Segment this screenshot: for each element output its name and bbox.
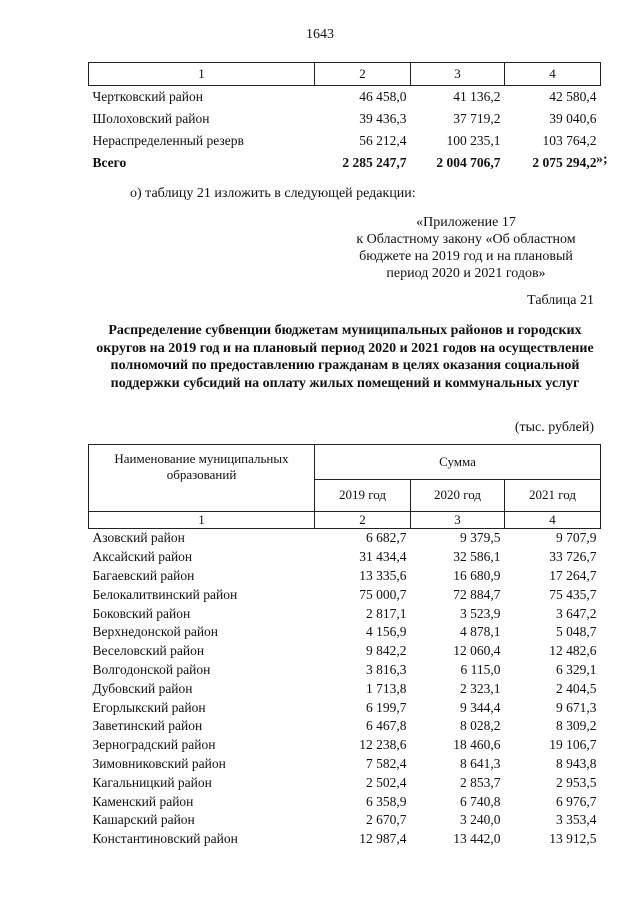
district-name: Дубовский район: [92, 680, 193, 696]
table-label: Таблица 21: [527, 293, 594, 308]
table-row: [89, 661, 601, 680]
value-2020: 2 323,1: [460, 680, 501, 696]
district-name: Шолоховский район: [92, 111, 210, 126]
appendix-line-2: к Областному закону «Об областном бюджете на 2019 год и на плановый период 2020 и 2021 годов»: [356, 232, 576, 281]
number-cell: 4: [505, 512, 601, 529]
value-2020: 100 235,1: [446, 133, 501, 148]
value-2019: 6 467,8: [366, 718, 407, 734]
table-row: [89, 830, 601, 849]
table-row: [89, 698, 601, 717]
table-row: [89, 108, 601, 130]
value-2019: 7 582,4: [366, 755, 407, 771]
total-2020: 2 004 706,7: [436, 155, 501, 170]
district-name: Азовский район: [92, 530, 185, 546]
table-row: [89, 773, 601, 792]
table-row: [89, 585, 601, 604]
number-cell: 2: [315, 512, 411, 529]
main-table: [88, 444, 601, 849]
table-row: [89, 529, 601, 548]
value-2020: 8 641,3: [460, 755, 501, 771]
value-2019: 4 156,9: [366, 624, 407, 640]
value-2019: 6 358,9: [366, 793, 407, 809]
district-name: Веселовский район: [92, 643, 205, 659]
district-name: Боковский район: [92, 605, 191, 621]
total-2021: 2 075 294,2: [532, 155, 597, 170]
table-row: [89, 792, 601, 811]
value-2019: 12 987,4: [359, 831, 407, 847]
value-2021: 3 647,2: [556, 605, 597, 621]
district-name: Чертковский район: [92, 89, 203, 104]
table-row: [89, 567, 601, 586]
value-2021: 75 435,7: [549, 586, 597, 602]
value-2020: 4 878,1: [460, 624, 501, 640]
table-row: [89, 755, 601, 774]
top-table-header: [89, 63, 601, 86]
district-name: Зимовниковский район: [92, 755, 226, 771]
value-2019: 2 817,1: [366, 605, 407, 621]
value-2020: 18 460,6: [453, 737, 501, 753]
top-table: [88, 62, 601, 174]
total-label: Всего: [92, 155, 127, 170]
table-row: [89, 811, 601, 830]
year-2019-header: 2019 год: [315, 479, 411, 511]
value-2019: 12 238,6: [359, 737, 407, 753]
value-2019: 9 842,2: [366, 643, 407, 659]
year-2020-header: 2020 год: [411, 479, 505, 511]
header-cell: 4: [505, 63, 601, 86]
value-2020: 72 884,7: [453, 586, 501, 602]
value-2019: 2 670,7: [366, 812, 407, 828]
value-2020: 2 853,7: [460, 774, 501, 790]
value-2021: 8 943,8: [556, 755, 597, 771]
district-name: Верхнедонской район: [92, 624, 219, 640]
value-2020: 3 523,9: [460, 605, 501, 621]
district-name: Нераспределенный резерв: [92, 133, 244, 148]
value-2019: 6 199,7: [366, 699, 407, 715]
district-name: Егорлыкский район: [92, 699, 206, 715]
value-2020: 13 442,0: [453, 831, 501, 847]
units-label: (тыс. рублей): [514, 420, 594, 435]
main-number-row: [89, 512, 601, 529]
table-row: [89, 717, 601, 736]
value-2021: 5 048,7: [556, 624, 597, 640]
main-header-row-1: [89, 445, 601, 480]
value-2019: 1 713,8: [366, 680, 407, 696]
table-row: [89, 604, 601, 623]
value-2020: 8 028,2: [460, 718, 501, 734]
year-2021-header: 2021 год: [505, 479, 601, 511]
table-row: [89, 679, 601, 698]
value-2021: 39 040,6: [549, 111, 597, 126]
total-row: [89, 152, 601, 174]
number-cell: 1: [89, 512, 315, 529]
value-2021: 2 404,5: [556, 680, 597, 696]
number-cell: 3: [411, 512, 505, 529]
value-2021: 9 707,9: [556, 530, 597, 546]
value-2021: 3 353,4: [556, 812, 597, 828]
value-2020: 41 136,2: [453, 89, 501, 104]
value-2021: 6 976,7: [556, 793, 597, 809]
value-2019: 3 816,3: [366, 661, 407, 677]
value-2021: 19 106,7: [549, 737, 597, 753]
value-2021: 12 482,6: [549, 643, 597, 659]
value-2021: 8 309,2: [556, 718, 597, 734]
value-2021: 6 329,1: [556, 661, 597, 677]
value-2019: 46 458,0: [359, 89, 407, 104]
table-row: [89, 86, 601, 109]
value-2019: 56 212,4: [359, 133, 407, 148]
value-2021: 13 912,5: [549, 831, 597, 847]
value-2021: 42 580,4: [549, 89, 597, 104]
value-2020: 6 115,0: [460, 661, 501, 677]
table-row: [89, 130, 601, 152]
table-row: [89, 623, 601, 642]
col-name-header: Наименование муниципальных образований: [89, 445, 315, 512]
district-name: Зерноградский район: [92, 737, 216, 753]
district-name: Багаевский район: [92, 567, 195, 583]
value-2021: 9 671,3: [556, 699, 597, 715]
value-2021: 33 726,7: [549, 549, 597, 565]
value-2019: 2 502,4: [366, 774, 407, 790]
value-2020: 9 344,4: [460, 699, 501, 715]
page-number: 1643: [306, 27, 334, 42]
value-2020: 16 680,9: [453, 567, 501, 583]
district-name: Белокалитвинский район: [92, 586, 238, 602]
value-2021: 103 764,2: [542, 133, 597, 148]
value-2020: 6 740,8: [460, 793, 501, 809]
appendix-reference: [340, 214, 592, 282]
value-2021: 17 264,7: [549, 567, 597, 583]
closing-quote: »;: [596, 152, 608, 167]
amendment-paragraph: о) таблицу 21 изложить в следующей редакции:: [130, 186, 416, 201]
table-title: Распределение субвенции бюджетам муниципальных районов и городских округов на 2019 год и на плановый период 2020 и 2021 годов на осуществление полномочий по предоставлению гражданам в целях оказания социальной поддержки субсидий на оплату жилых помещений и коммунальных услуг: [96, 323, 594, 391]
header-cell: 1: [89, 63, 315, 86]
col-sum-header: Сумма: [315, 445, 601, 480]
value-2019: 13 335,6: [359, 567, 407, 583]
value-2019: 39 436,3: [359, 111, 407, 126]
header-cell: 3: [411, 63, 505, 86]
district-name: Аксайский район: [92, 549, 193, 565]
district-name: Каменский район: [92, 793, 194, 809]
district-name: Кагальницкий район: [92, 774, 212, 790]
value-2019: 75 000,7: [359, 586, 407, 602]
value-2020: 32 586,1: [453, 549, 501, 565]
table-row: [89, 548, 601, 567]
table-row: [89, 736, 601, 755]
district-name: Кашарский район: [92, 812, 195, 828]
value-2020: 37 719,2: [453, 111, 501, 126]
value-2020: 9 379,5: [460, 530, 501, 546]
district-name: Константиновский район: [92, 831, 238, 847]
district-name: Волгодонской район: [92, 661, 211, 677]
value-2019: 6 682,7: [366, 530, 407, 546]
total-2019: 2 285 247,7: [342, 155, 407, 170]
value-2020: 12 060,4: [453, 643, 501, 659]
header-cell: 2: [315, 63, 411, 86]
value-2020: 3 240,0: [460, 812, 501, 828]
value-2021: 2 953,5: [556, 774, 597, 790]
district-name: Заветинский район: [92, 718, 203, 734]
appendix-line-1: «Приложение 17: [416, 215, 516, 230]
value-2019: 31 434,4: [359, 549, 407, 565]
table-row: [89, 642, 601, 661]
